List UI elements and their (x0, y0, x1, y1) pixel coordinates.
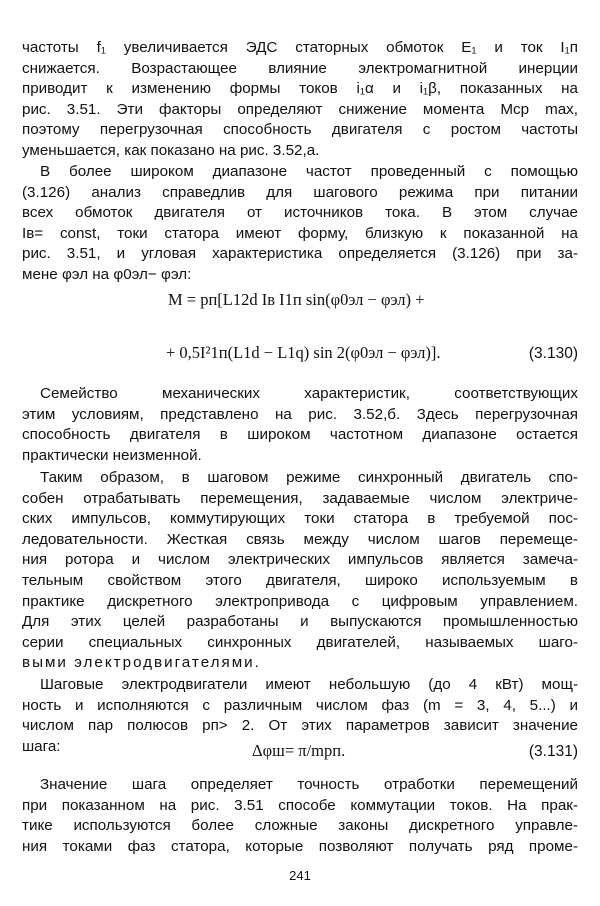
equation-3131: Δφш= π/mpп. (252, 741, 346, 760)
equation-number: (3.131) (528, 743, 578, 760)
text-line: выми электродвигателями. (22, 654, 261, 672)
text-line: тельным свойством этого двигателя, широко используемым в (22, 571, 578, 589)
text-line: Для этих целей разработаны и выпускаются промышленностью (22, 613, 578, 631)
text-line: рис. 3.51. Эти факторы определяют снижение момента Mср max, (22, 100, 578, 118)
equation-number: (3.130) (528, 345, 578, 362)
equation-3130-line-1: M = pп[L12d Iв I1п sin(φ0эл − φэл) + (168, 290, 425, 309)
text-line: В более широком диапазоне частот проведенный с помощью (40, 163, 578, 180)
text-line: ских импульсов, коммутирующих токи статора в требуемой пос- (22, 510, 578, 528)
text-line: способность двигателя в широком частотном диапазоне остается (22, 426, 578, 444)
text-line: собен отрабатывать перемещения, задаваемые числом электриче- (22, 489, 578, 507)
text-line: тике используются более сложные законы дискретного управле- (22, 817, 578, 835)
paragraph-3 (22, 384, 578, 466)
text-line: Iв= const, токи статора имеют форму, близкую к показанной на (22, 224, 578, 242)
text-line: практически неизменной. (22, 446, 202, 464)
text-line: снижается. Возрастающее влияние электромагнитной инерции (22, 59, 578, 77)
text-line: ледовательности. Жесткая связь между числом шагов перемеще- (22, 530, 578, 548)
text-line: ность и исполняются с различным числом фаз (m = 3, 4, 5...) и (22, 696, 578, 714)
text-line: при показанном на рис. 3.51 способе коммутации токов. На прак- (22, 796, 578, 814)
text-line: частоты f₁ увеличивается ЭДС статорных обмоток E₁ и ток I₁п (22, 39, 578, 56)
paragraph-4 (22, 468, 578, 674)
text-line: поэтому перегрузочная способность двигателя с ростом частоты (22, 121, 578, 139)
paragraph-2 (22, 162, 578, 286)
text-line: рис. 3.51, и угловая характеристика определяется (3.126) при за- (22, 245, 578, 263)
text-line: уменьшается, как показано на рис. 3.52,а. (22, 141, 320, 159)
text-line: мене φэл на φ0эл− φэл: (22, 265, 192, 283)
text-line: этим условиям, представлено на рис. 3.52,б. Здесь перегрузочная (22, 405, 578, 423)
text-line: всех обмоток двигателя от источников тока. В этом случае (22, 204, 578, 222)
text-line: Значение шага определяет точность отработки перемещений (40, 776, 578, 793)
paragraph-6 (22, 775, 578, 857)
text-line: серии специальных синхронных двигателей, называемых шаго- (22, 633, 578, 651)
text-line: ния ротора и числом электрических импульсов является замеча- (22, 551, 578, 569)
text-line: (3.126) анализ справедлив для шагового режима при питании (22, 183, 578, 201)
text-line: числом пар полюсов pп> 2. От этих параметров зависит значение (22, 717, 578, 735)
equation-3130-line-2: + 0,5I²1п(L1d − L1q) sin 2(φ0эл − φэл)]. (166, 343, 441, 362)
text-line: приводит к изменению формы токов i₁α и i₁β, показанных на (22, 80, 578, 98)
text-line: Семейство механических характеристик, соответствующих (40, 385, 578, 402)
text-line: ния токами фаз статора, которые позволяют получать ряд проме- (22, 837, 578, 855)
text-line: практике дискретного электропривода с цифровым управлением. (22, 592, 578, 610)
text-line: Таким образом, в шаговом режиме синхронный двигатель спо- (40, 469, 578, 486)
page-number: 241 (289, 868, 311, 883)
paragraph-1 (22, 38, 578, 162)
text-line: шага: (22, 737, 61, 755)
text-line: Шаговые электродвигатели имеют небольшую (до 4 кВт) мощ- (40, 676, 578, 693)
